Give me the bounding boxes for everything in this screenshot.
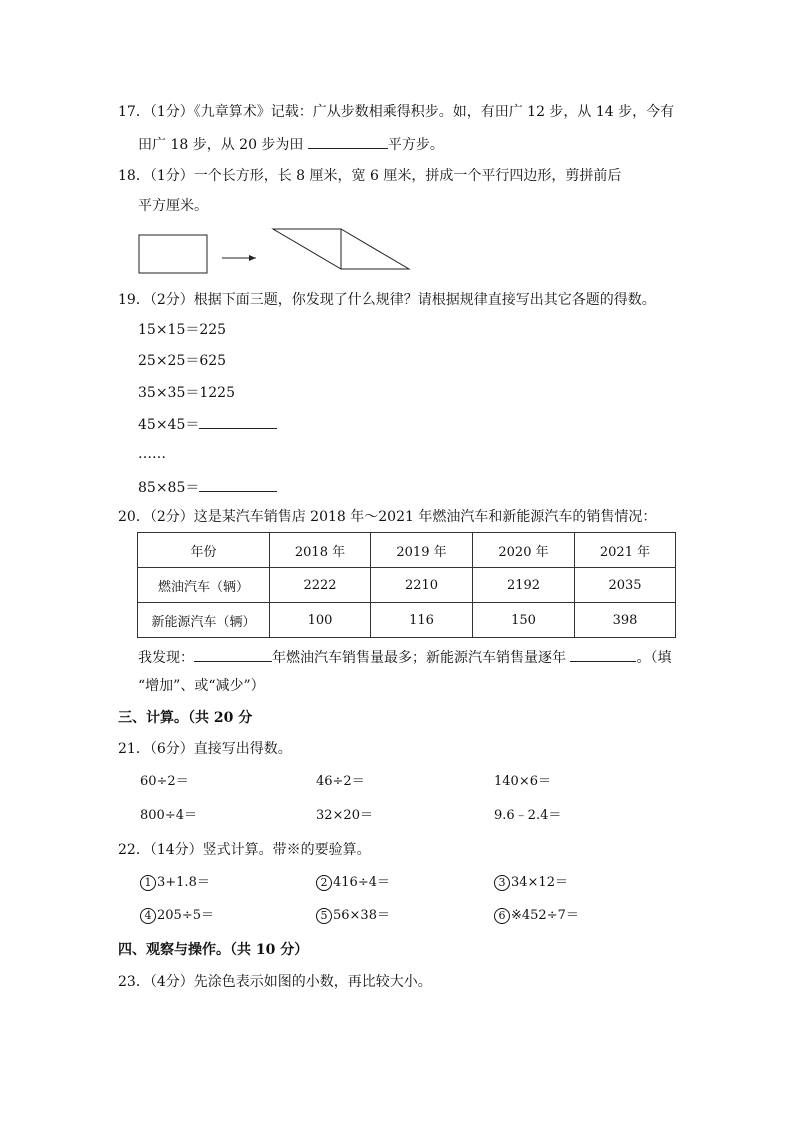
table-cell: 2210 [371, 568, 473, 603]
q17-line1: 17．（1分）《九章算术》记载：广从步数相乘得积步。如，有田广 12 步，从 14 步，今有 [118, 104, 675, 120]
q20-finding-label: 我发现： [138, 650, 194, 666]
q22-item [316, 873, 390, 893]
q20-finding-mid: 年燃油汽车销售量最多；新能源汽车销售量逐年 [272, 650, 571, 666]
q19-title: 19．（2分）根据下面三题，你发现了什么规律？请根据规律直接写出其它各题的得数。 [118, 292, 656, 308]
q20-trend-blank[interactable] [570, 647, 636, 662]
q19-eq2: 25×25＝625 [138, 353, 227, 369]
q21-item: 60÷2＝ [140, 774, 189, 789]
q19-eq4-text: 45×45＝ [138, 417, 200, 433]
q18-line1: 18．（1分）一个长方形，长 8 厘米，宽 6 厘米，拼成一个平行四边形，剪拼前后 [118, 168, 622, 184]
table-header-cell: 年份 [138, 533, 270, 568]
rectangle-shape [139, 235, 207, 273]
q20-finding-post: 。（填 [636, 650, 672, 666]
circled-number: 2 [316, 875, 332, 891]
section4-heading: 四、观察与操作。（共 10 分） [118, 942, 309, 958]
q17-line2 [138, 134, 444, 155]
table-cell: 2222 [270, 568, 371, 603]
q19-eq1: 15×15＝225 [138, 322, 227, 338]
q22-item [140, 873, 210, 893]
table-header-cell: 2020 年 [473, 533, 575, 568]
q19-eq5-text: 85×85＝ [138, 480, 200, 496]
q20-finding [138, 647, 671, 668]
q22-expr: 3+1.8＝ [157, 875, 210, 890]
q22-expr: 205÷5＝ [157, 908, 214, 923]
q18-line2: 平方厘米。 [138, 198, 208, 214]
q21-item: 140×6＝ [494, 774, 551, 789]
table-cell: 新能源汽车（辆） [138, 603, 270, 638]
table-header-row [138, 533, 676, 568]
table-cell: 燃油汽车（辆） [138, 568, 270, 603]
q22-title: 22．（14分）竖式计算。带※的要验算。 [118, 842, 371, 858]
q19-eq5-blank[interactable] [199, 477, 277, 492]
q20-finding-line2: “增加”、或“减少”） [138, 678, 265, 694]
q21-item: 32×20＝ [316, 808, 373, 823]
q21-item: 800÷4＝ [140, 808, 197, 823]
q22-item [316, 906, 390, 926]
q20-year-blank[interactable] [194, 647, 272, 662]
q22-item [494, 873, 568, 893]
q19-dots: …… [138, 446, 166, 462]
table-header-cell: 2021 年 [575, 533, 676, 568]
table-header-cell: 2019 年 [371, 533, 473, 568]
circled-number: 1 [140, 875, 156, 891]
q22-expr: 416÷4＝ [333, 875, 390, 890]
q19-eq4-blank[interactable] [199, 414, 277, 429]
circled-number: 6 [494, 908, 510, 924]
q22-item [140, 906, 214, 926]
q21-title: 21．（6分）直接写出得数。 [118, 741, 292, 757]
table-cell: 398 [575, 603, 676, 638]
section3-heading: 三、计算。（共 20 分 [118, 710, 253, 726]
q19-eq4 [138, 414, 277, 435]
q17-line2-text: 田广 18 步，从 20 步为田 [138, 137, 308, 153]
q21-item: 9.6﹣2.4＝ [494, 808, 562, 823]
table-row [138, 603, 676, 638]
table-cell: 150 [473, 603, 575, 638]
q22-expr: 34×12＝ [511, 875, 568, 890]
table-cell: 2192 [473, 568, 575, 603]
table-cell: 100 [270, 603, 371, 638]
q22-expr: 56×38＝ [333, 908, 390, 923]
q19-eq3: 35×35＝1225 [138, 385, 235, 401]
table-header-cell: 2018 年 [270, 533, 371, 568]
rectangle-to-parallelogram-figure [130, 226, 420, 282]
q17-answer-blank[interactable] [308, 134, 388, 149]
circled-number: 4 [140, 908, 156, 924]
q19-eq5 [138, 477, 277, 498]
table-row [138, 568, 676, 603]
circled-number: 3 [494, 875, 510, 891]
circled-number: 5 [316, 908, 332, 924]
sales-table [137, 532, 676, 638]
q22-item [494, 906, 579, 926]
table-cell: 116 [371, 603, 473, 638]
q17-unit: 平方步。 [387, 137, 444, 153]
table-cell: 2035 [575, 568, 676, 603]
q21-item: 46÷2＝ [316, 774, 365, 789]
q20-title: 20．（2分）这是某汽车销售店 2018 年～2021 年燃油汽车和新能源汽车的销售情况： [118, 509, 657, 525]
arrow-head-icon [249, 255, 256, 261]
q22-expr: ※452÷7＝ [511, 908, 579, 923]
q23-title: 23．（4分）先涂色表示如图的小数，再比较大小。 [118, 974, 432, 990]
